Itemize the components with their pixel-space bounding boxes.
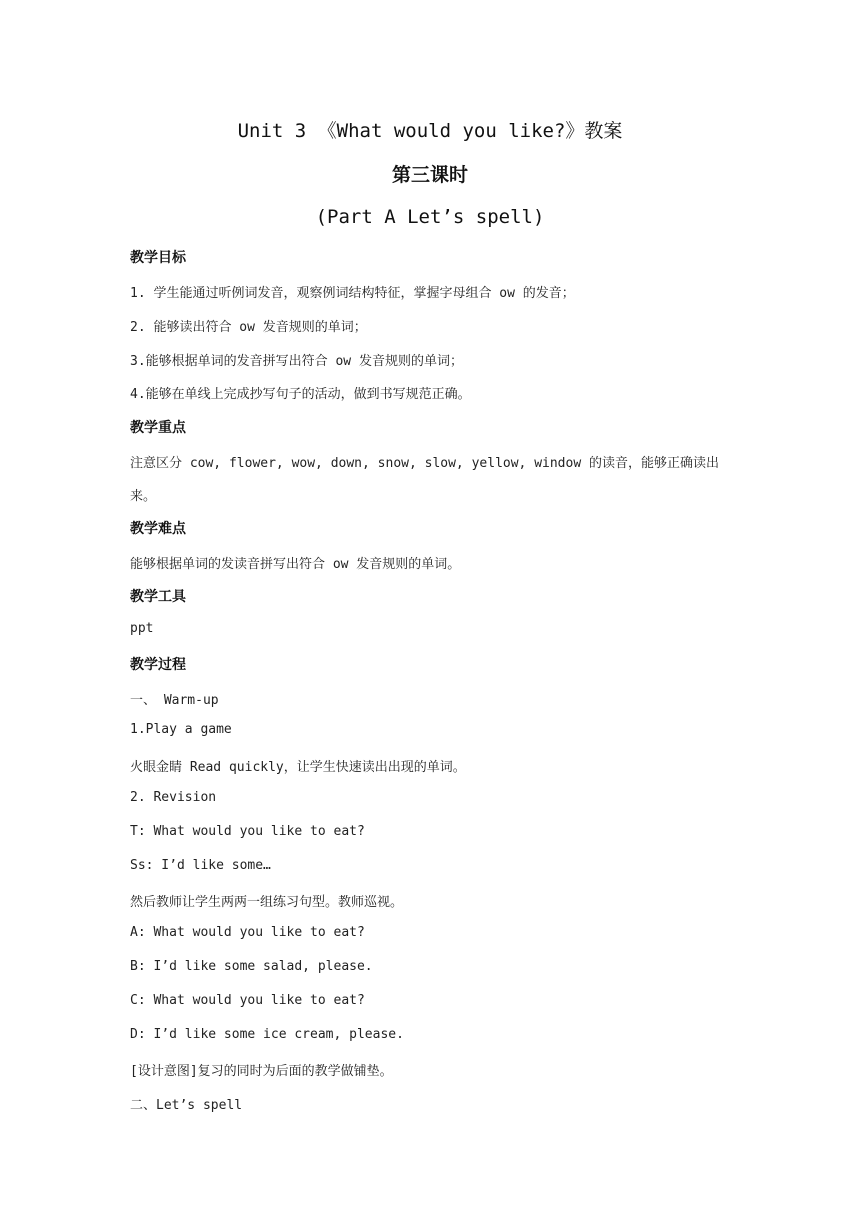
process-heading: 教学过程 — [130, 657, 186, 673]
process-line: 2. Revision — [130, 790, 217, 805]
difficulty-text: 能够根据单词的发读音拼写出符合 ow 发音规则的单词。 — [130, 557, 461, 572]
process-line: D: I’d like some ice cream, please. — [130, 1027, 404, 1042]
process-line: 然后教师让学生两两一组练习句型。教师巡视。 — [130, 895, 404, 910]
process-line: A: What would you like to eat? — [130, 925, 365, 940]
difficulty-heading: 教学难点 — [130, 521, 186, 537]
lesson-number: 第三课时 — [391, 164, 468, 186]
objective-item: 3.能够根据单词的发音拼写出符合 ow 发音规则的单词； — [130, 354, 463, 369]
process-line: [设计意图]复习的同时为后面的教学做铺垫。 — [130, 1064, 393, 1079]
process-line: 1.Play a game — [130, 722, 232, 737]
document-title: Unit 3 《What would you like?》教案 — [237, 120, 623, 142]
key-points-heading: 教学重点 — [130, 420, 186, 436]
process-line: 火眼金睛 Read quickly，让学生快速读出出现的单词。 — [130, 760, 466, 775]
process-line: T: What would you like to eat? — [130, 824, 365, 839]
process-line: B: I’d like some salad, please. — [130, 959, 373, 974]
process-line: Ss: I’d like some… — [130, 858, 271, 873]
tools-heading: 教学工具 — [130, 589, 186, 605]
process-line: 二、Let’s spell — [130, 1098, 243, 1113]
objective-item: 1. 学生能通过听例词发音，观察例词结构特征，掌握字母组合 ow 的发音； — [130, 286, 575, 301]
process-line: C: What would you like to eat? — [130, 993, 365, 1008]
key-points-text-cont: 来。 — [130, 489, 157, 504]
lesson-part: (Part A Let’s spell) — [315, 206, 545, 228]
process-line: 一、 Warm-up — [130, 693, 219, 708]
tools-text: ppt — [130, 621, 154, 636]
objective-item: 4.能够在单线上完成抄写句子的活动，做到书写规范正确。 — [130, 387, 471, 402]
objective-item: 2. 能够读出符合 ow 发音规则的单词； — [130, 320, 367, 335]
objectives-heading: 教学目标 — [130, 250, 186, 266]
key-points-text: 注意区分 cow, flower, wow, down, snow, slow, yellow, window 的读音，能够正确读出 — [130, 456, 719, 471]
